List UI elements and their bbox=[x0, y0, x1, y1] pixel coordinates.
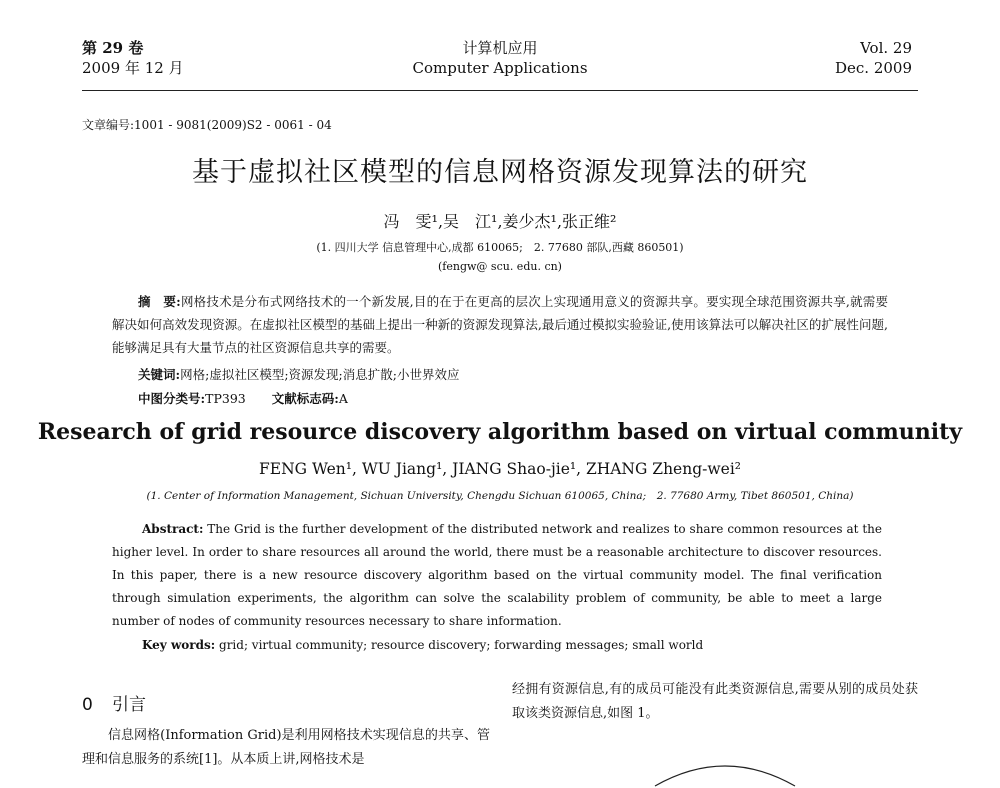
clc-value: TP393 bbox=[205, 391, 246, 406]
abstract-cn-text: 网格技术是分布式网络技术的一个新发展,目的在于在更高的层次上实现通用意义的资源共享。要实现全球范围资源共享,就需要解决如何高效发现资源。在虚拟社区模型的基础上提出一种新的资源发现算法,最后通过模拟实验验证,使用该算法可以解决社区的扩展性问题,能够满足具有大量节点的社区资源信息共享的需要。 bbox=[112, 294, 889, 355]
header-rule bbox=[82, 90, 918, 91]
page-title-en: Research of grid resource discovery algorithm based on virtual community bbox=[37, 419, 963, 445]
section-title: 引言 bbox=[112, 695, 146, 715]
running-header-right bbox=[835, 38, 912, 78]
doc-code-label: 文献标志码: bbox=[271, 391, 339, 406]
affiliation-cn: (1. 四川大学 信息管理中心,成都 610065; 2. 77680 部队,西藏 860501) bbox=[316, 241, 684, 254]
abstract-en bbox=[112, 518, 882, 633]
keywords-en-label: Key words: bbox=[142, 638, 216, 652]
figure-1-partial bbox=[650, 748, 800, 788]
keywords-cn bbox=[138, 365, 459, 383]
keywords-en bbox=[142, 638, 703, 652]
abstract-en-text: The Grid is the further development of the distributed network and realizes to share common resources at the higher level. In order to share resources all around the world, there must be a reasonable architecture to discover resources. In this paper, there is a new resource discovery algorithm based on the virtual community model. The final verification through simulation experiments, the algorithm can solve the scalability problem of community, be able to meet a large number of nodes of community resources necessary to share information. bbox=[112, 522, 882, 628]
journal-name-cn: 计算机应用 bbox=[462, 39, 538, 57]
keywords-cn-text: 网格;虚拟社区模型;资源发现;消息扩散;小世界效应 bbox=[180, 367, 460, 382]
volume-en: Vol. 29 bbox=[860, 39, 912, 57]
author-email: (fengw@ scu. edu. cn) bbox=[438, 260, 562, 273]
section-heading bbox=[82, 690, 146, 715]
abstract-cn bbox=[112, 290, 888, 359]
clc-label: 中图分类号: bbox=[138, 391, 206, 406]
abstract-cn-label: 摘 要: bbox=[138, 294, 181, 309]
keywords-cn-label: 关键词: bbox=[138, 367, 181, 382]
page-title-cn: 基于虚拟社区模型的信息网格资源发现算法的研究 bbox=[192, 157, 808, 188]
abstract-en-label: Abstract: bbox=[142, 522, 204, 536]
classification bbox=[138, 389, 348, 407]
date-en: Dec. 2009 bbox=[834, 59, 912, 77]
section-number: 0 bbox=[82, 695, 93, 715]
date-cn: 2009 年 12 月 bbox=[82, 59, 184, 77]
journal-name-en: Computer Applications bbox=[412, 59, 588, 77]
body-text-right: 经拥有资源信息,有的成员可能没有此类资源信息,需要从别的成员处获取该类资源信息,如图 1。 bbox=[512, 682, 918, 721]
authors-cn: 冯 雯¹,吴 江¹,姜少杰¹,张正维² bbox=[383, 212, 617, 231]
authors-en: FENG Wen¹, WU Jiang¹, JIANG Shao-jie¹, ZHANG Zheng-wei² bbox=[259, 460, 741, 478]
affiliation-en: (1. Center of Information Management, Sichuan University, Chengdu Sichuan 610065, China; 2. 77680 Army, Tibet 860501, China) bbox=[146, 490, 854, 502]
body-text-left: 信息网格(Information Grid)是利用网格技术实现信息的共享、管理和信息服务的系统[1]。从本质上讲,网格技术是 bbox=[82, 728, 490, 767]
keywords-en-text: grid; virtual community; resource discovery; forwarding messages; small world bbox=[219, 638, 704, 652]
article-number: 文章编号:1001 - 9081(2009)S2 - 0061 - 04 bbox=[82, 118, 332, 132]
volume-cn: 第 29 卷 bbox=[82, 39, 144, 57]
doc-code-value: A bbox=[338, 391, 348, 406]
